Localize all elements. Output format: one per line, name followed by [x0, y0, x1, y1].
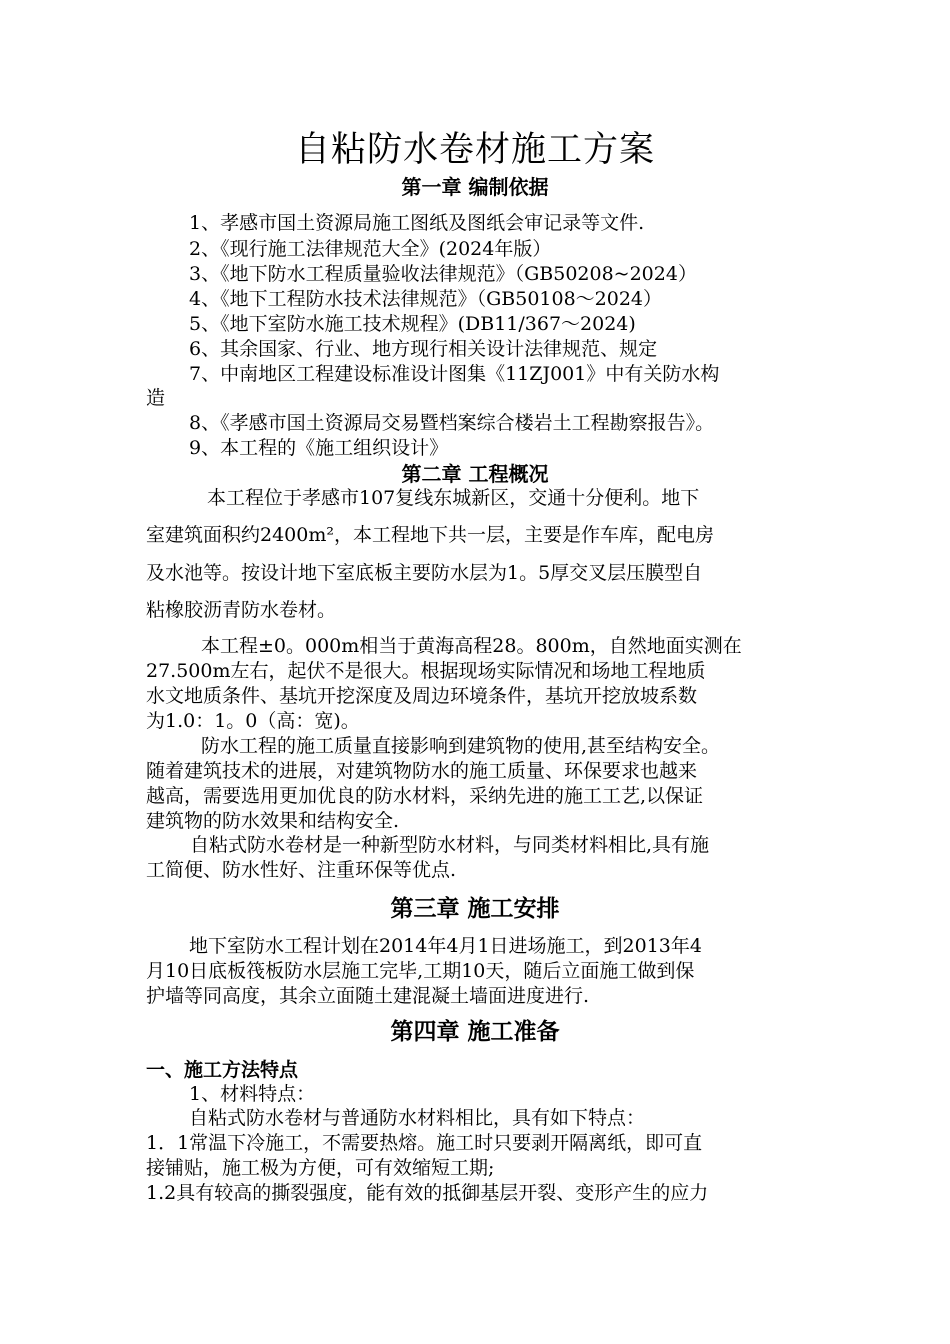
ch1-item: 6、其余国家、行业、地方现行相关设计法律规范、规定	[189, 338, 658, 360]
ch3-para-line: 月10日底板筏板防水层施工完毕,工期10天，随后立面施工做到保	[146, 960, 695, 982]
section-heading: 一、施工方法特点	[146, 1059, 299, 1081]
ch3-para-line: 地下室防水工程计划在2014年4月1日进场施工，到2013年4	[189, 935, 702, 957]
ch2-para1-line: 本工程位于孝感市107复线东城新区，交通十分便利。地下	[207, 487, 700, 509]
ch2-para4-line: 自粘式防水卷材是一种新型防水材料，与同类材料相比,具有施	[190, 834, 710, 856]
ch2-para2-line: 水文地质条件、基坑开挖深度及周边环境条件，基坑开挖放坡系数	[146, 685, 698, 707]
ch1-item: 7、中南地区工程建设标准设计图集《11ZJ001》中有关防水构	[189, 363, 720, 385]
ch2-para1-line: 及水池等。按设计地下室底板主要防水层为1。5厚交叉层压膜型自	[146, 562, 703, 584]
ch2-para2-line: 27.500m左右，起伏不是很大。根据现场实际情况和场地工程地质	[146, 660, 706, 682]
ch1-item: 1、孝感市国土资源局施工图纸及图纸会审记录等文件.	[189, 212, 645, 234]
ch1-item: 4、《地下工程防水技术法律规范》（GB50108～2024）	[189, 288, 663, 310]
ch2-para3-line: 建筑物的防水效果和结构安全.	[146, 810, 400, 832]
ch4-point-line: 1．1常温下冷施工，不需要热熔。施工时只要剥开隔离纸，即可直	[146, 1132, 703, 1154]
ch2-para3-line: 随着建筑技术的进展，对建筑物防水的施工质量、环保要求也越来	[146, 760, 698, 782]
ch4-point-line: 1.2具有较高的撕裂强度，能有效的抵御基层开裂、变形产生的应力	[146, 1182, 709, 1204]
ch1-item: 9、本工程的《施工组织设计》	[189, 437, 449, 459]
ch2-para2-line: 为1.0：1。0（高：宽)。	[146, 710, 360, 732]
chapter3-heading: 第三章 施工安排	[390, 895, 560, 922]
subsection-label: 1、材料特点：	[189, 1083, 316, 1105]
ch2-para3-line: 防水工程的施工质量直接影响到建筑物的使用,甚至结构安全。	[201, 735, 721, 757]
chapter4-heading: 第四章 施工准备	[390, 1018, 560, 1045]
ch3-para-line: 护墙等同高度，其余立面随土建混凝土墙面进度进行.	[146, 985, 590, 1007]
ch4-point-line: 接铺贴，施工极为方便，可有效缩短工期;	[146, 1157, 495, 1179]
ch2-para4-line: 工简便、防水性好、注重环保等优点.	[146, 859, 457, 881]
ch2-para2-line: 本工程±0。000m相当于黄海高程28。800m，自然地面实测在	[201, 635, 742, 657]
ch2-para1-line: 室建筑面积约2400m²，本工程地下共一层，主要是作车库，配电房	[146, 524, 714, 546]
ch1-item: 造	[146, 387, 166, 409]
ch1-item: 8、《孝感市国土资源局交易暨档案综合楼岩土工程勘察报告》。	[189, 412, 715, 434]
ch2-para1-line: 粘橡胶沥青防水卷材。	[146, 599, 337, 621]
ch4-intro: 自粘式防水卷材与普通防水材料相比，具有如下特点：	[189, 1107, 646, 1129]
document-title: 自粘防水卷材施工方案	[294, 130, 655, 170]
ch1-item: 2、《现行施工法律规范大全》(2024年版）	[189, 238, 552, 260]
ch2-para3-line: 越高，需要选用更加优良的防水材料，采纳先进的施工工艺,以保证	[146, 785, 704, 807]
chapter2-heading: 第二章 工程概况	[401, 462, 549, 486]
ch1-item: 5、《地下室防水施工技术规程》(DB11/367～2024)	[189, 313, 636, 335]
ch1-item: 3、《地下防水工程质量验收法律规范》（GB50208~2024）	[189, 263, 697, 285]
chapter1-heading: 第一章 编制依据	[401, 175, 549, 199]
